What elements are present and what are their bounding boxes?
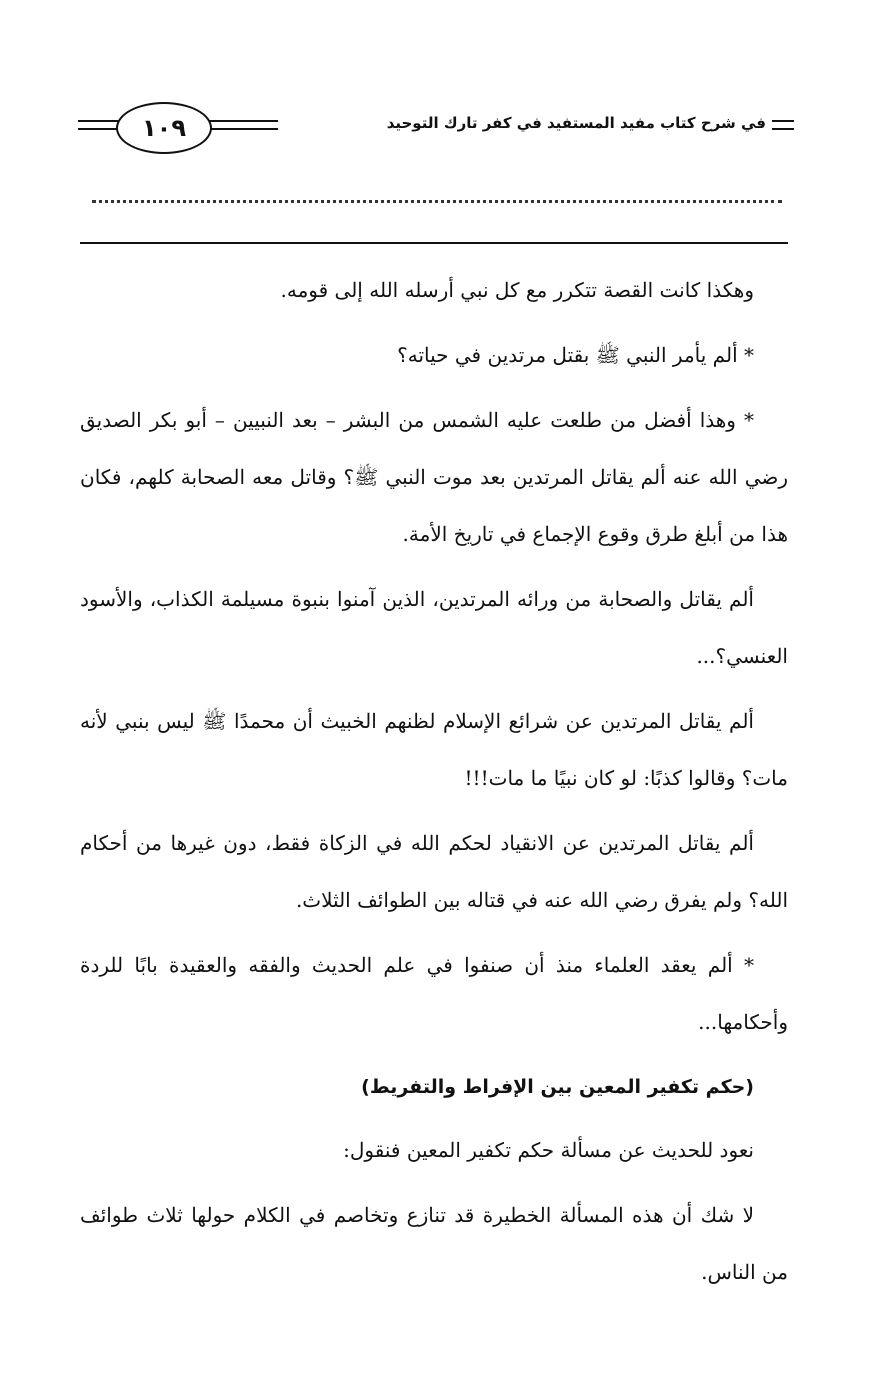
page-number-rule-right: [206, 120, 278, 130]
page-number: ١٠٩: [142, 114, 186, 142]
paragraph: * ألم يأمر النبي ﷺ بقتل مرتدين في حياته؟: [397, 343, 754, 367]
dotted-line: [92, 200, 782, 213]
title-rule: [772, 120, 794, 130]
paragraph: وهكذا كانت القصة تتكرر مع كل نبي أرسله الله إلى قومه.: [280, 278, 754, 302]
section-heading: (حكم تكفير المعين بين الإفراط والتفريط): [361, 1076, 754, 1098]
paragraph: ألم يقاتل المرتدين عن الانقياد لحكم الله في الزكاة فقط، دون غيرها من أحكام الله؟ ولم يفرق رضي الله عنه في قتاله بين الطوائف الثلاث.: [80, 831, 788, 912]
paragraph: لا شك أن هذه المسألة الخطيرة قد تنازع وتخاصم في الكلام حولها ثلاث طوائف من الناس.: [80, 1203, 788, 1284]
running-title: في شرح كتاب مفيد المستفيد في كفر تارك التوحيد: [386, 114, 766, 132]
paragraph: ألم يقاتل والصحابة من ورائه المرتدين، الذين آمنوا بنبوة مسيلمة الكذاب، والأسود العنسي؟...: [80, 587, 788, 668]
paragraph: * ألم يعقد العلماء منذ أن صنفوا في علم الحديث والفقه والعقيدة بابًا للردة وأحكامها...: [80, 953, 788, 1034]
paragraph: نعود للحديث عن مسألة حكم تكفير المعين فنقول:: [343, 1138, 754, 1162]
paragraph: ألم يقاتل المرتدين عن شرائع الإسلام لظنهم الخبيث أن محمدًا ﷺ ليس بنبي لأنه مات؟ وقالوا كذبًا: لو كان نبيًا ما مات!!!: [80, 709, 788, 790]
header-separator: [80, 242, 788, 244]
page-header: [78, 92, 794, 162]
page-number-oval: [116, 102, 212, 154]
paragraph: * وهذا أفضل من طلعت عليه الشمس من البشر – بعد النبيين – أبو بكر الصديق رضي الله عنه ألم يقاتل المرتدين بعد موت النبي ﷺ؟ وقاتل معه الصحابة كلهم، فكان هذا من أبلغ طرق وقوع الإجماع في تاريخ الأمة.: [80, 408, 788, 546]
page-number-rule-left: [78, 120, 118, 130]
body-text: [80, 262, 788, 1309]
